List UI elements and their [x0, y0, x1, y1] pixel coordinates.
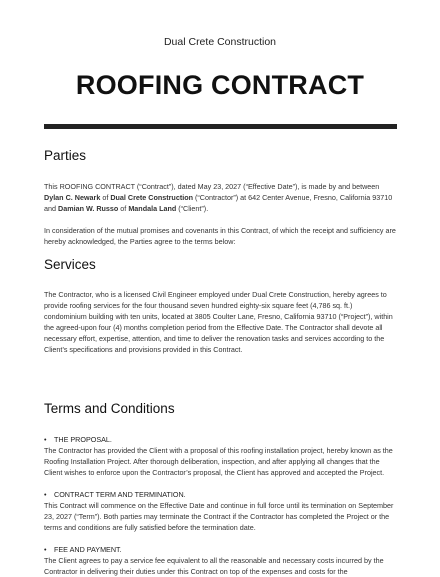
- bullet-icon: •: [44, 545, 47, 554]
- bullet-icon: •: [44, 435, 47, 444]
- client-company: Mandala Land: [128, 204, 177, 213]
- parties-paragraph-2: In consideration of the mutual promises and covenants in this Contract, of which the receipt and sufficiency are hereby acknowledged, the Parties agree to the terms below:: [44, 226, 396, 246]
- contractor-name: Dylan C. Newark: [44, 193, 101, 202]
- document-title: ROOFING CONTRACT: [75, 70, 365, 100]
- text-run: of: [118, 204, 129, 213]
- term-title: CONTRACT TERM AND TERMINATION.: [54, 490, 186, 499]
- term-item-body-proposal: The Contractor has provided the Client with a proposal of this roofing installation project, hereby known as the Roofing Installation Project. After thorough deliberation, inspection, and after applying all changes that the Client wishes to enforce upon the Contractor’s proposal, the Client has approved and accepted the Project.: [44, 446, 393, 477]
- term-title: FEE AND PAYMENT.: [54, 545, 122, 554]
- text-run: of: [100, 193, 111, 202]
- company-name: Dual Crete Construction: [163, 36, 277, 48]
- text-run: (“Contractor”) at 642 Center Avenue, Fresno, California 93710 and: [44, 193, 393, 213]
- section-heading-terms: Terms and Conditions: [44, 401, 175, 416]
- text-run: (“Client”).: [176, 204, 209, 213]
- text-run: This ROOFING CONTRACT (“Contract”), dated May 23, 2027 (“Effective Date”), is made by and between: [44, 182, 380, 191]
- title-divider: [44, 124, 397, 129]
- services-paragraph: The Contractor, who is a licensed Civil Engineer employed under Dual Crete Construction, hereby agrees to provide roofing services for the four thousand seven hundred eighty-six square feet (4,786 sq. ft.) condominium building with ten units, located at 3805 Coulter Lane, Fresno, California 93710 (“Project”), within the agreed-upon four (4) months completion period from the Effective Date. The Contractor shall devote all necessary effort, expertise, attention, and time to deliver the renovation tasks and services according to the Client’s specifications and provisions provided in this Contract.: [44, 290, 393, 354]
- client-name: Damian W. Russo: [58, 204, 119, 213]
- bullet-icon: •: [44, 490, 47, 499]
- contractor-company: Dual Crete Construction: [110, 193, 193, 202]
- term-item-body-contract-term: This Contract will commence on the Effective Date and continue in full force until its termination on September 23, 2027 (“Term”). Both parties may terminate the Contract if the Contractor has completed the Project or the terms and conditions are fully satisfied before the termination date.: [44, 501, 394, 532]
- section-heading-parties: Parties: [44, 148, 87, 163]
- parties-paragraph-1: [44, 181, 396, 214]
- term-item-title-fee: [44, 544, 396, 555]
- term-item-title-proposal: [44, 434, 396, 445]
- term-item-body-fee: The Client agrees to pay a service fee equivalent to all the reasonable and necessary costs incurred by the Contractor in delivering their duties under this Contract on top of the expenses and costs for the: [44, 556, 384, 576]
- term-title: THE PROPOSAL.: [54, 435, 112, 444]
- term-item-title-contract-term: [44, 489, 396, 500]
- section-heading-services: Services: [44, 257, 96, 272]
